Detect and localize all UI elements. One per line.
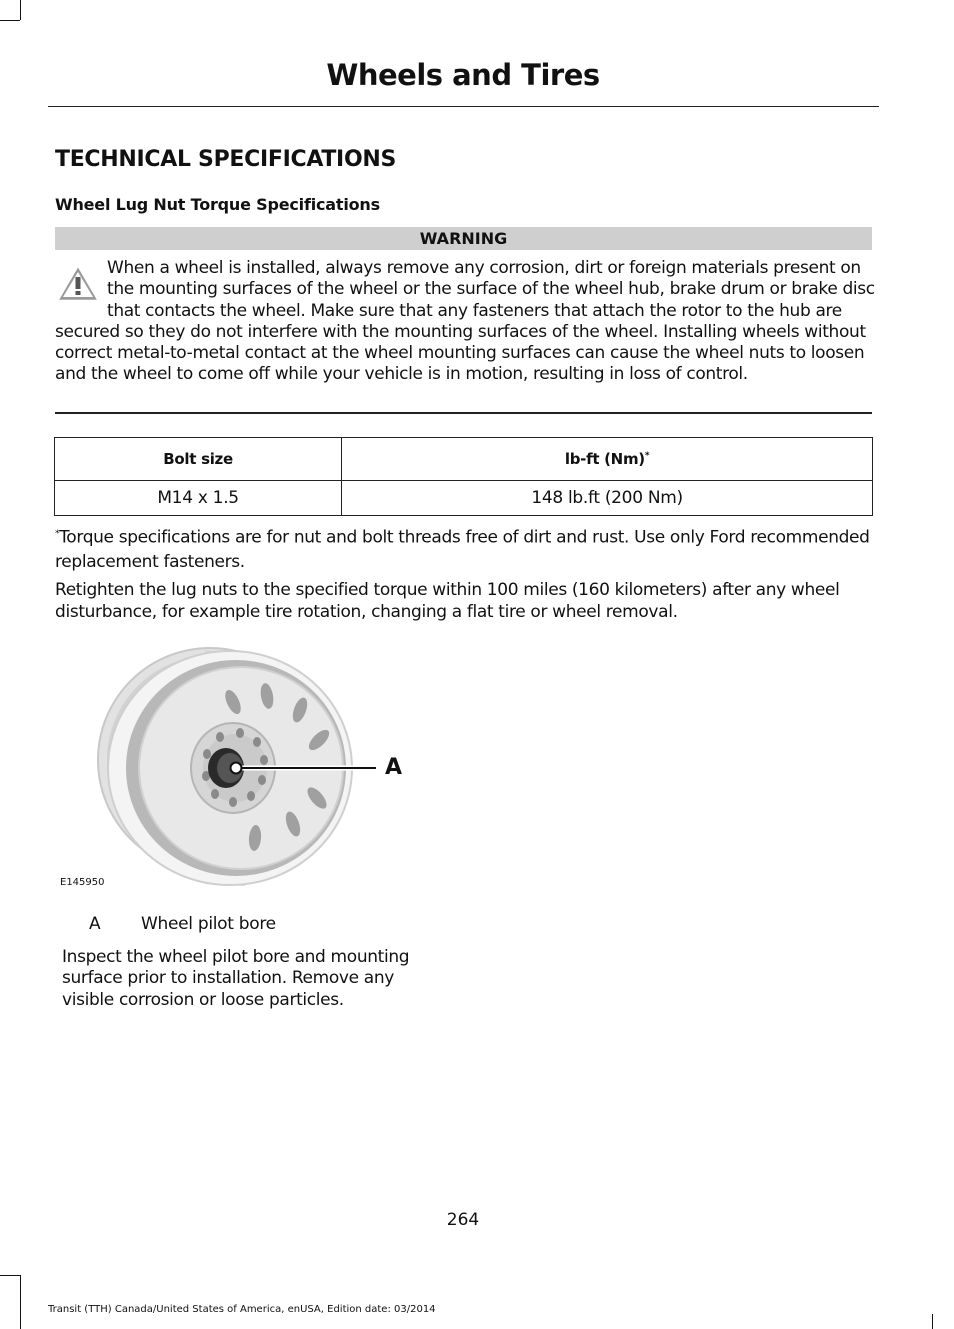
footnote-mark: * xyxy=(644,451,650,461)
crop-mark xyxy=(0,1275,20,1276)
inspect-paragraph: Inspect the wheel pilot bore and mounting surface prior to installation. Remove any visible corrosion or loose particles. xyxy=(62,947,410,1010)
table-header-row xyxy=(55,438,873,481)
warning-text: When a wheel is installed, always remove any corrosion, dirt or foreign materials present on the mounting surfaces of the wheel or the surface of the wheel hub, brake drum or brake disc that contacts the wheel. Make sure that any fasteners that attach the rotor to the hub are secured so they do not interfere with the mounting surfaces of the wheel. Installing wheels without correct metal-to-metal contact at the wheel mounting surfaces can cause the wheel nuts to loosen and the wheel to come off while your vehicle is in motion, resulting in loss of control. xyxy=(55,258,875,385)
footnote-mark: * xyxy=(55,529,60,539)
subsection-title: Wheel Lug Nut Torque Specifications xyxy=(55,195,380,214)
warning-header: WARNING xyxy=(55,227,872,250)
page-number: 264 xyxy=(446,1210,480,1230)
callout-label: A xyxy=(385,755,403,780)
table-row xyxy=(55,481,873,516)
retighten-paragraph: Retighten the lug nuts to the specified torque within 100 miles (160 kilometers) after any wheel disturbance, for example tire rotation, changing a flat tire or wheel removal. xyxy=(55,580,840,622)
crop-mark xyxy=(20,1275,21,1329)
table-header-cell: Bolt size xyxy=(55,438,342,481)
torque-spec-table xyxy=(54,437,873,516)
table-footnote: *Torque specifications are for nut and bolt threads free of dirt and rust. Use only Ford recommended replacement fasteners. xyxy=(55,527,870,572)
figure-code: E145950 xyxy=(60,877,105,888)
chapter-title: Wheels and Tires xyxy=(326,58,600,92)
crop-mark xyxy=(20,0,21,20)
page-footer: Transit (TTH) Canada/United States of America, enUSA, Edition date: 03/2014 xyxy=(48,1304,436,1315)
wheel-illustration xyxy=(55,640,425,895)
table-cell: M14 x 1.5 xyxy=(55,481,342,516)
legend-text: Wheel pilot bore xyxy=(141,914,276,934)
figure-legend xyxy=(89,914,276,934)
legend-letter: A xyxy=(89,914,101,934)
section-title: TECHNICAL SPECIFICATIONS xyxy=(55,147,396,172)
table-cell: 148 lb.ft (200 Nm) xyxy=(342,481,873,516)
warning-divider xyxy=(55,412,872,414)
table-header-cell: lb-ft (Nm)* xyxy=(342,438,873,481)
crop-mark xyxy=(0,20,20,21)
crop-mark xyxy=(932,1314,933,1329)
chapter-divider xyxy=(48,106,879,107)
